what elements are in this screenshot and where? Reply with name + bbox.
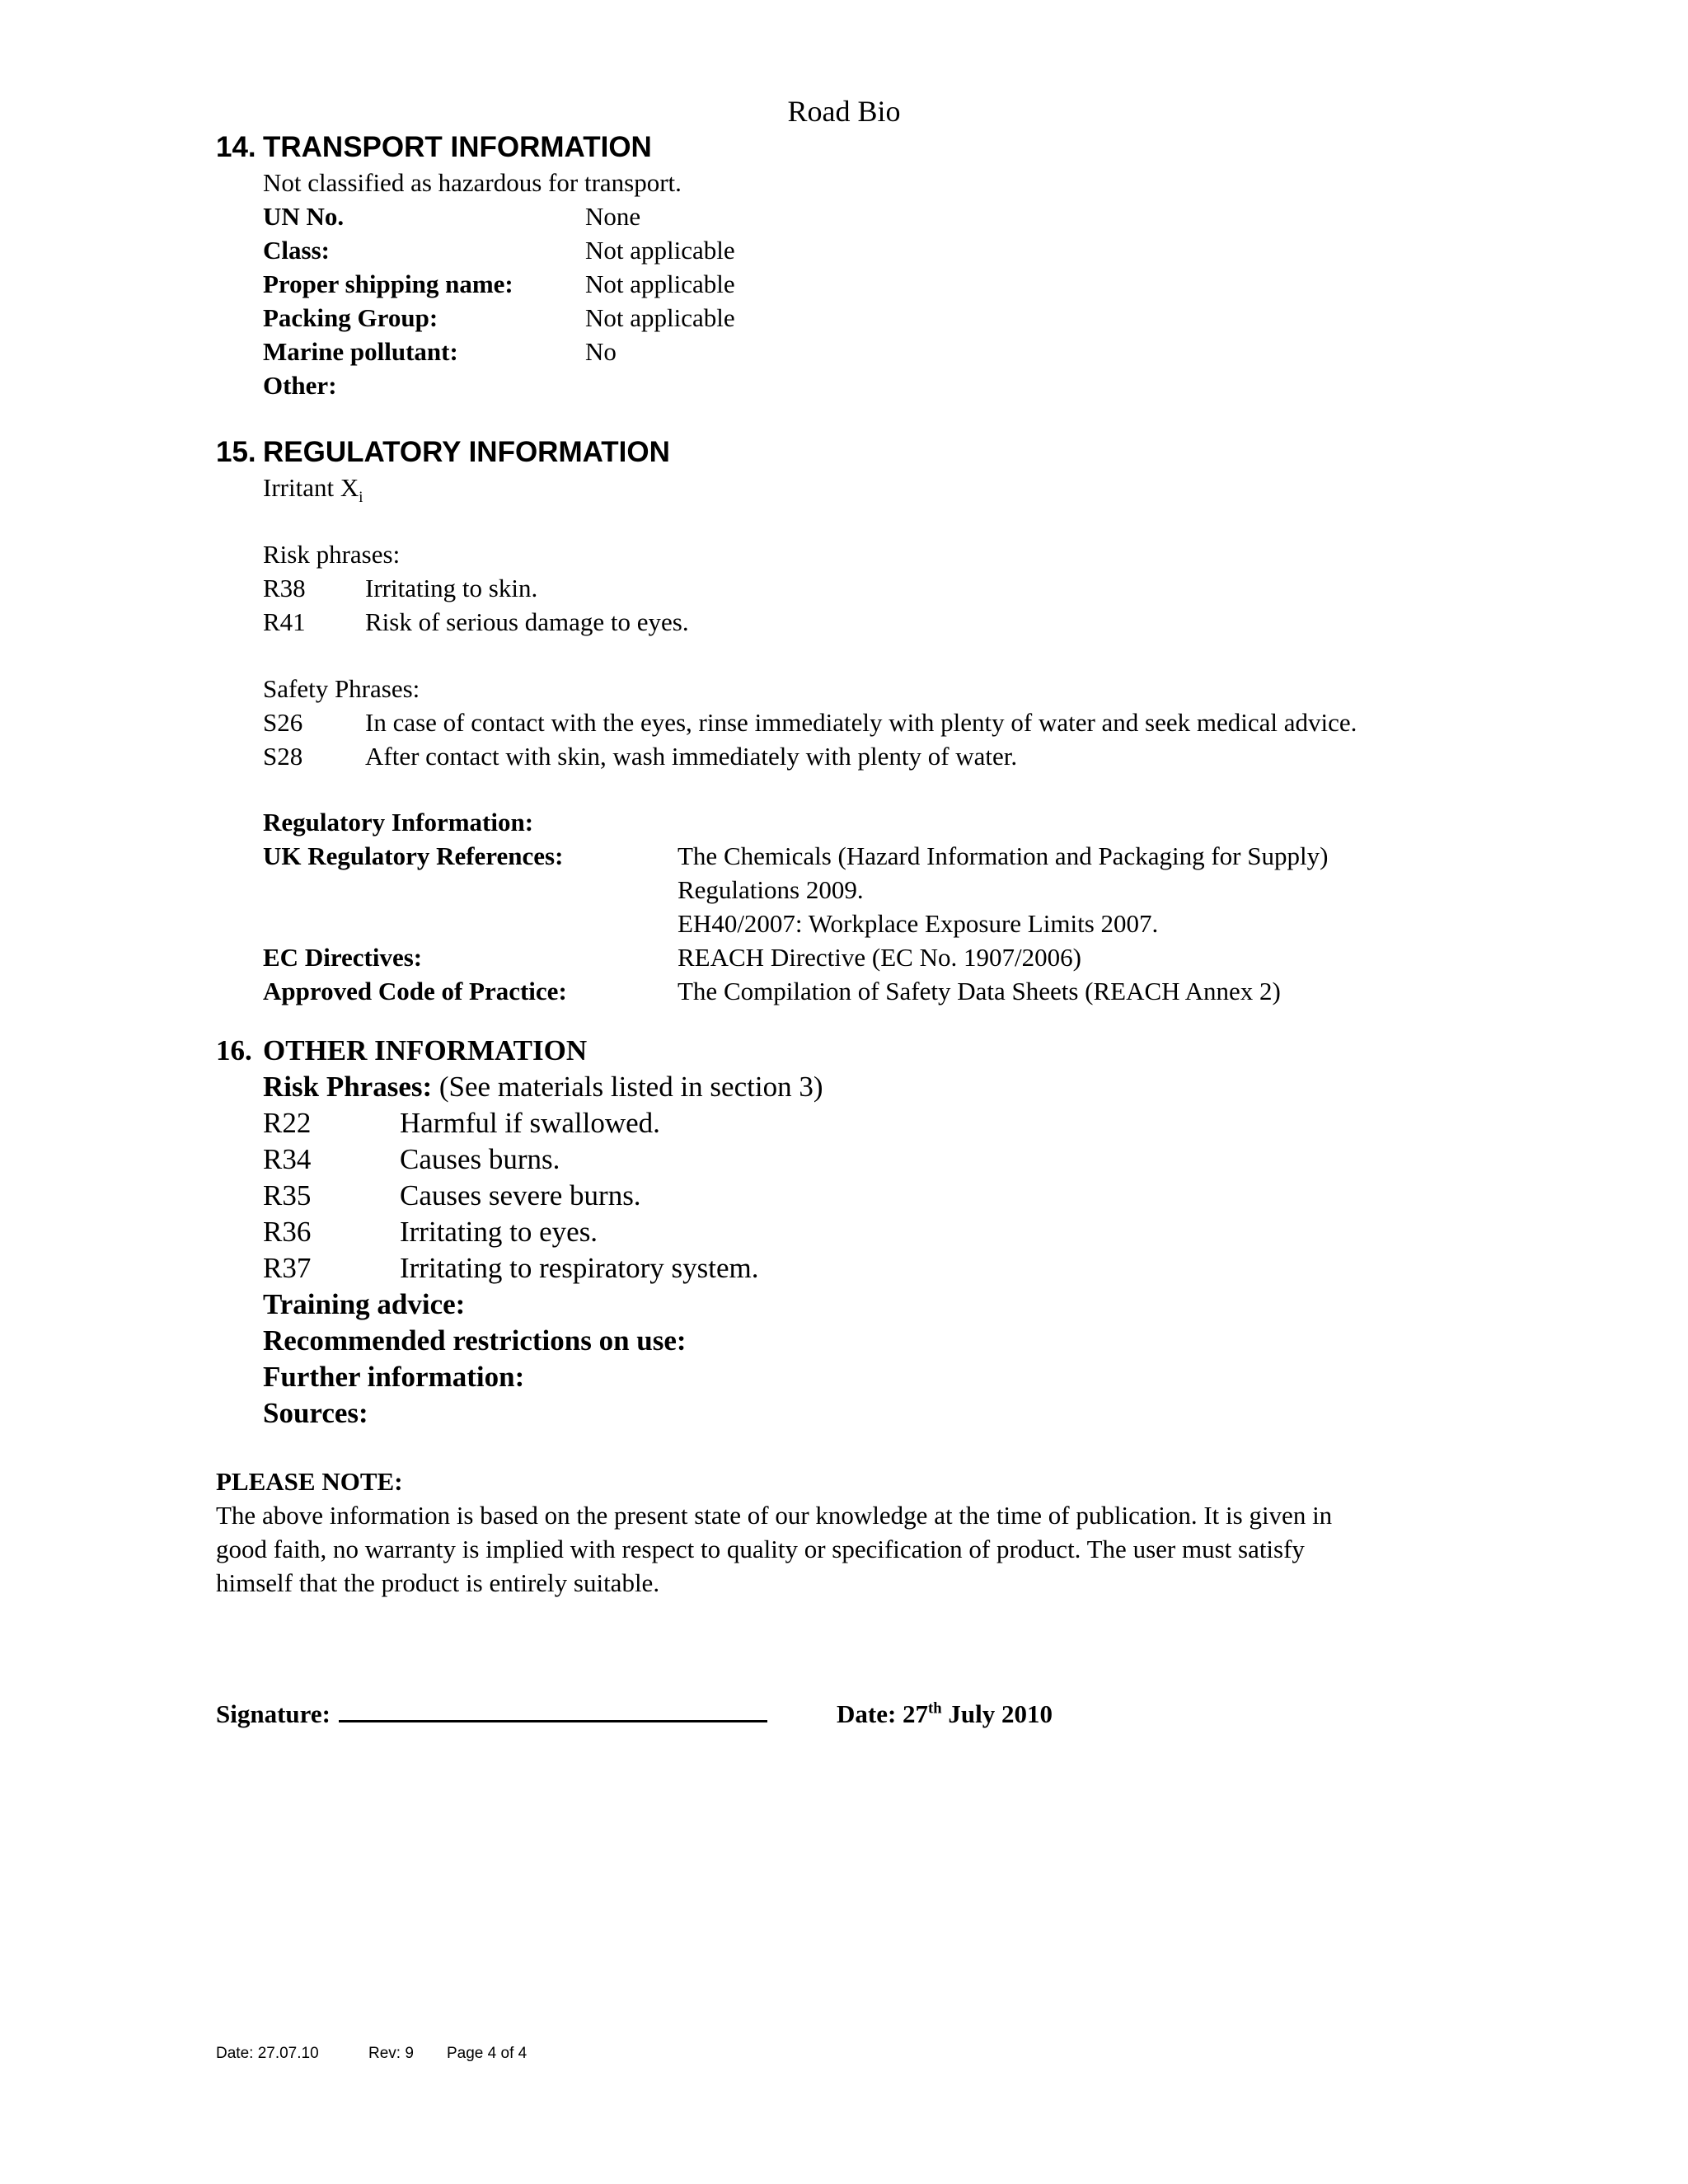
section-16-number: 16. (216, 1034, 252, 1066)
transport-label-class: Class: (263, 236, 330, 265)
safety-code: S26 (263, 708, 303, 737)
irritant-classification (263, 471, 363, 507)
ec-directives-value: REACH Directive (EC No. 1907/2006) (678, 943, 1081, 972)
other-risk-text: Irritating to respiratory system. (400, 1252, 759, 1284)
transport-label-packing-group: Packing Group: (263, 303, 438, 332)
section-14-number: 14. (216, 131, 256, 163)
signature-line (339, 1697, 767, 1722)
signature-date (837, 1697, 1053, 1731)
irritant-subscript: i (359, 489, 363, 507)
training-advice-label: Training advice: (263, 1288, 466, 1320)
please-note-line: The above information is based on the present state of our knowledge at the time of publication. It is given in (216, 1501, 1333, 1530)
other-risk-text: Irritating to eyes. (400, 1216, 598, 1248)
please-note-line: himself that the product is entirely suitable. (216, 1568, 660, 1597)
safety-phrases-heading: Safety Phrases: (263, 674, 420, 703)
section-14-heading (216, 130, 652, 165)
transport-value-un: None (585, 202, 641, 231)
date-suffix: July 2010 (941, 1699, 1053, 1728)
other-risk-text: Causes severe burns. (400, 1179, 641, 1212)
signature-label: Signature: (216, 1699, 331, 1728)
signature-row (216, 1697, 767, 1731)
other-risk-code: R34 (263, 1143, 312, 1175)
transport-value-packing-group: Not applicable (585, 303, 735, 332)
transport-label-other: Other: (263, 371, 337, 400)
date-prefix: Date: 27 (837, 1699, 929, 1728)
approved-code-label: Approved Code of Practice: (263, 977, 567, 1005)
section-15-title: REGULATORY INFORMATION (263, 436, 670, 468)
please-note-heading: PLEASE NOTE: (216, 1467, 403, 1496)
other-risk-text: Harmful if swallowed. (400, 1107, 660, 1139)
further-information-label: Further information: (263, 1361, 525, 1393)
other-risk-phrases-line (263, 1069, 823, 1105)
other-risk-phrases-label: Risk Phrases: (263, 1071, 433, 1103)
section-15-heading (216, 435, 670, 470)
approved-code-value: The Compilation of Safety Data Sheets (REACH Annex 2) (678, 977, 1281, 1005)
irritant-label: Irritant X (263, 473, 359, 502)
ec-directives-label: EC Directives: (263, 943, 423, 972)
restrictions-label: Recommended restrictions on use: (263, 1324, 687, 1357)
other-risk-code: R22 (263, 1107, 312, 1139)
transport-label-marine-pollutant: Marine pollutant: (263, 337, 458, 366)
risk-phrases-heading: Risk phrases: (263, 540, 401, 569)
risk-text: Irritating to skin. (365, 574, 538, 602)
other-risk-code: R35 (263, 1179, 312, 1212)
other-risk-phrases-note: (See materials listed in section 3) (438, 1071, 823, 1103)
sources-label: Sources: (263, 1397, 368, 1429)
other-risk-code: R36 (263, 1216, 312, 1248)
risk-code: R41 (263, 607, 306, 636)
document-title: Road Bio (787, 95, 901, 128)
transport-label-shipping-name: Proper shipping name: (263, 269, 513, 298)
other-risk-code: R37 (263, 1252, 312, 1284)
other-risk-text: Causes burns. (400, 1143, 560, 1175)
regulatory-info-heading: Regulatory Information: (263, 808, 534, 837)
section-16-title: OTHER INFORMATION (263, 1034, 588, 1066)
uk-regulatory-line: The Chemicals (Hazard Information and Packaging for Supply) (678, 841, 1329, 870)
section-16-heading (216, 1033, 587, 1069)
uk-regulatory-line: Regulations 2009. (678, 875, 864, 904)
please-note-line: good faith, no warranty is implied with respect to quality or specification of product. The user must satisfy (216, 1535, 1305, 1563)
safety-code: S28 (263, 742, 303, 771)
footer-revision: Rev: 9 (368, 2045, 414, 2062)
section-15-number: 15. (216, 436, 256, 468)
transport-intro: Not classified as hazardous for transport. (263, 168, 682, 197)
footer-date: Date: 27.07.10 (216, 2045, 319, 2062)
transport-value-marine-pollutant: No (585, 337, 617, 366)
uk-regulatory-line: EH40/2007: Workplace Exposure Limits 2007. (678, 909, 1159, 938)
safety-text: In case of contact with the eyes, rinse immediately with plenty of water and seek medical advice. (365, 708, 1357, 737)
risk-code: R38 (263, 574, 306, 602)
section-14-title: TRANSPORT INFORMATION (263, 131, 652, 163)
transport-value-class: Not applicable (585, 236, 735, 265)
footer-page-number: Page 4 of 4 (447, 2045, 528, 2062)
transport-value-shipping-name: Not applicable (585, 269, 735, 298)
risk-text: Risk of serious damage to eyes. (365, 607, 689, 636)
date-superscript: th (928, 1699, 942, 1718)
transport-label-un: UN No. (263, 202, 345, 231)
uk-regulatory-label: UK Regulatory References: (263, 841, 564, 870)
safety-text: After contact with skin, wash immediately with plenty of water. (365, 742, 1018, 771)
